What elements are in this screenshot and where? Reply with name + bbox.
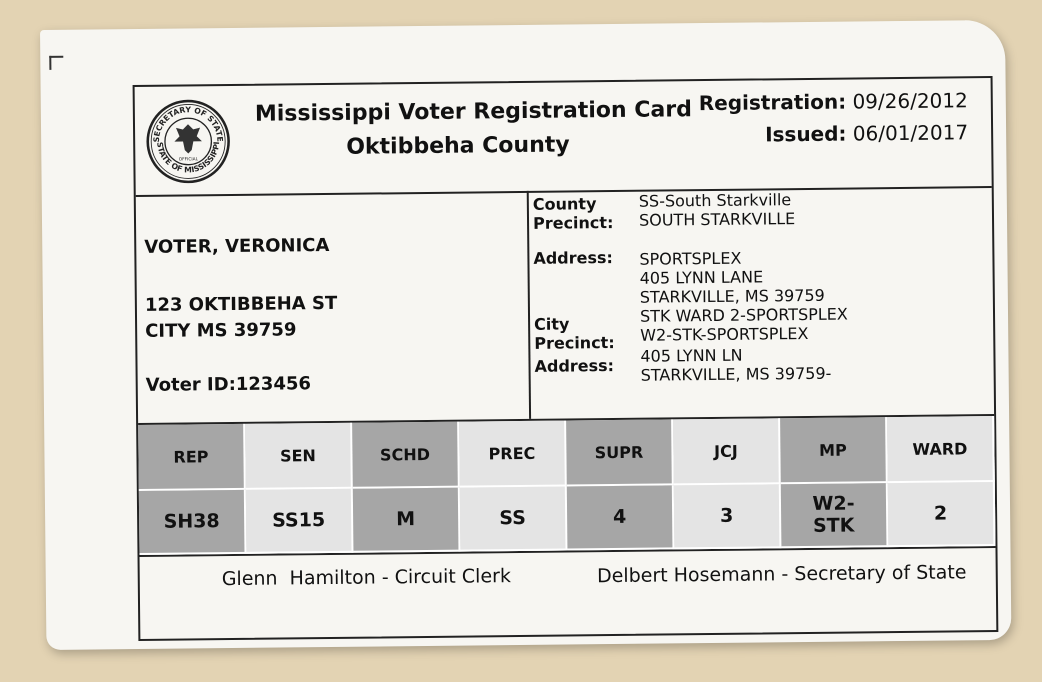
seal-text-center: OFFICIAL (178, 157, 198, 163)
district-value: SH38 (139, 490, 247, 555)
county-value: SS-South Starkville (638, 190, 792, 211)
county-label: County (532, 194, 597, 214)
county-address-line: 405 LYNN LANE (639, 267, 764, 288)
district-value: W2- STK (781, 483, 889, 548)
voter-address-line1: 123 OKTIBBEHA ST (144, 292, 338, 316)
district-header: REP (138, 424, 246, 491)
registration-label: Registration: (698, 89, 847, 116)
seal-text-top: SECRETARY OF STATE (151, 105, 225, 143)
card-frame (133, 76, 999, 641)
county-address-line: SPORTSPLEX (639, 248, 742, 269)
secretary-of-state: Delbert Hosemann - Secretary of State (596, 561, 967, 588)
district-header: SCHD (352, 422, 460, 489)
card-dates (699, 84, 969, 151)
district-header: SEN (245, 423, 353, 490)
precinct-info (529, 186, 994, 419)
voter-id-row (146, 373, 311, 396)
county-precinct-label: Precinct: (532, 213, 614, 233)
state-seal-icon (145, 98, 232, 185)
district-header: SUPR (566, 419, 674, 486)
circuit-clerk: Glenn Hamilton - Circuit Clerk (221, 565, 512, 591)
registration-date: 09/26/2012 (852, 88, 968, 114)
district-value: 3 (674, 484, 782, 549)
card-footer (140, 548, 997, 639)
issued-date: 06/01/2017 (852, 120, 969, 146)
city-address-line: 405 LYNN LN (640, 345, 743, 366)
city-value: STK WARD 2-SPORTSPLEX (639, 304, 848, 326)
city-precinct-value: W2-STK-SPORTSPLEX (640, 323, 809, 345)
issued-row (699, 116, 968, 151)
card-header (135, 78, 992, 197)
card-title: Mississippi Voter Registration Card (254, 97, 693, 127)
district-header: WARD (887, 416, 995, 483)
district-value: SS (460, 487, 568, 552)
district-value: 4 (567, 485, 675, 550)
city-address-label: Address: (534, 356, 615, 376)
voter-info (136, 191, 531, 423)
voter-address-line2: CITY MS 39759 (145, 319, 297, 342)
voter-id-label: Voter ID: (145, 373, 236, 396)
seal-text-bottom: STATE OF MISSISSIPPI (155, 141, 222, 175)
city-precinct-label: Precinct: (534, 332, 615, 353)
corner-crop-mark (49, 56, 63, 70)
registration-row (699, 84, 968, 119)
county-address-label: Address: (533, 248, 613, 268)
issued-label: Issued: (764, 121, 847, 147)
voter-id-value: 123456 (235, 373, 312, 395)
district-value: 2 (888, 482, 996, 547)
district-value: SS15 (246, 489, 354, 554)
district-header: MP (780, 417, 888, 484)
county-precinct-value: SOUTH STARKVILLE (638, 209, 796, 230)
district-grid (138, 414, 995, 557)
county-name: Oktibbeha County (346, 132, 570, 160)
district-header: PREC (459, 421, 567, 488)
city-address-line: STARKVILLE, MS 39759- (640, 363, 832, 385)
district-header: JCJ (673, 418, 781, 485)
district-value: M (353, 488, 461, 553)
voter-registration-card (40, 20, 1011, 650)
voter-name: VOTER, VERONICA (144, 234, 330, 258)
city-label: City (534, 314, 570, 334)
county-address-line: STARKVILLE, MS 39759 (639, 285, 825, 307)
